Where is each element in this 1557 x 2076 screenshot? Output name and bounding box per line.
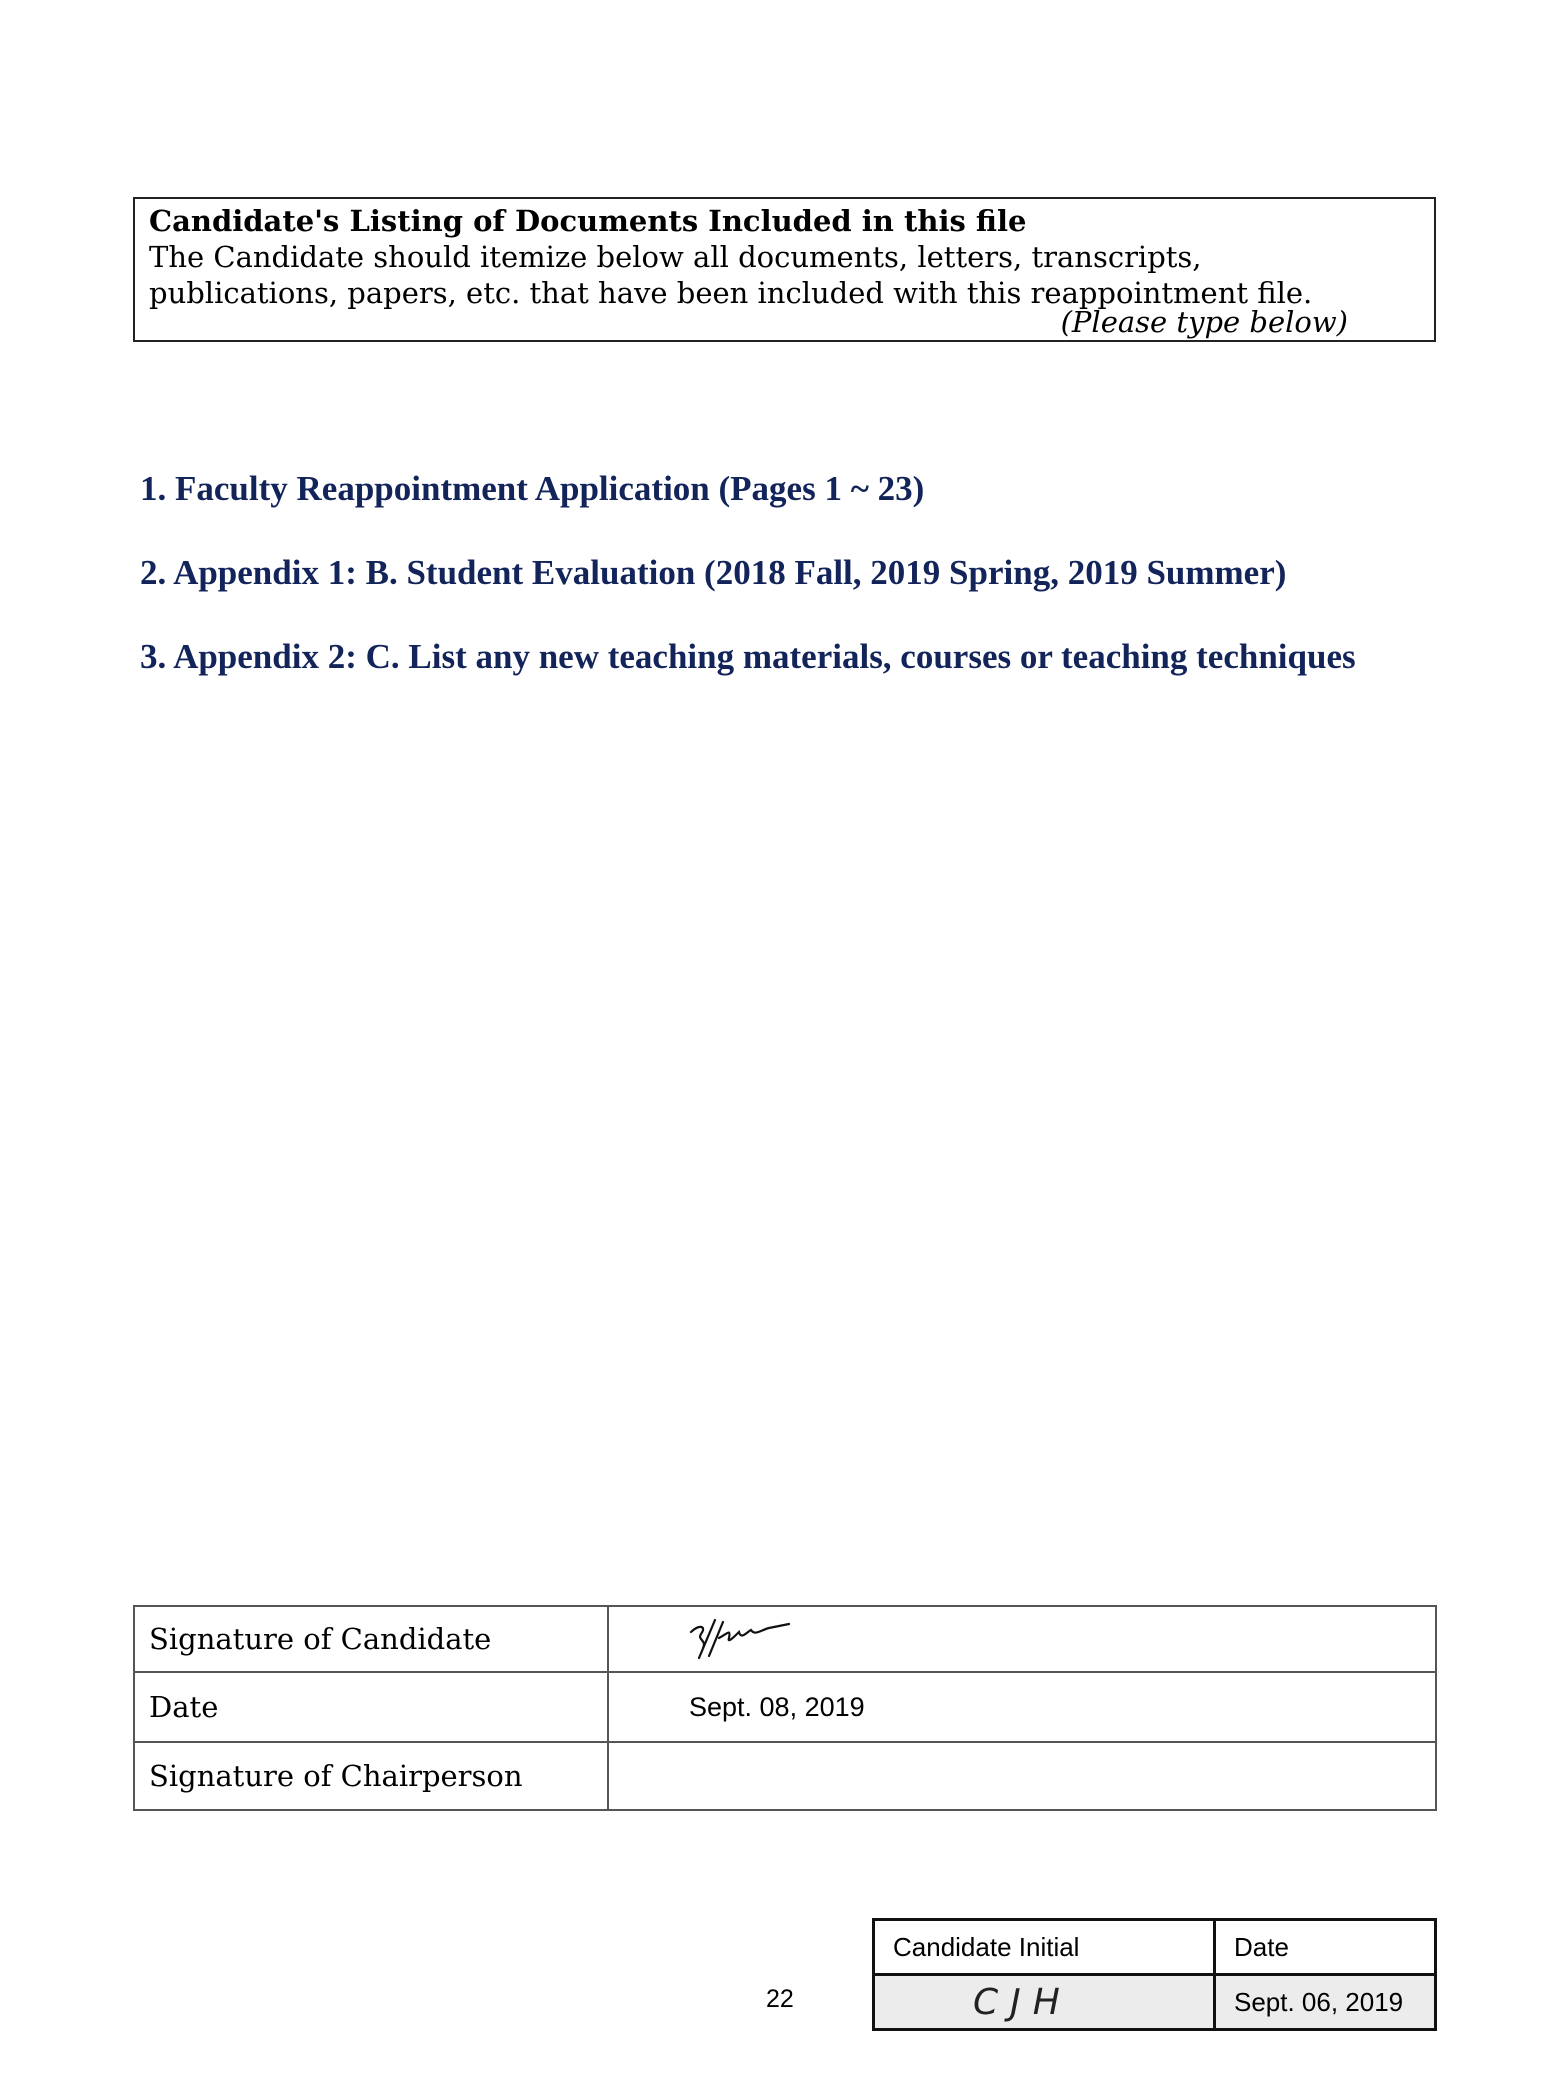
header-description-line-2: publications, papers, etc. that have been included with this reappointment file. <box>149 276 1313 310</box>
signature-of-candidate-label: Signature of Candidate <box>134 1606 608 1672</box>
table-row <box>874 1975 1436 2030</box>
candidate-initial-header: Candidate Initial <box>874 1920 1215 1975</box>
initial-date-header: Date <box>1215 1920 1436 1975</box>
table-row <box>134 1672 1436 1742</box>
page-number: 22 <box>766 1985 794 2013</box>
header-title: Candidate's Listing of Documents Included in this file <box>149 204 1027 238</box>
date-label: Date <box>134 1672 608 1742</box>
signature-table <box>133 1605 1437 1811</box>
handwritten-initials: CJH <box>973 1981 1072 2023</box>
candidate-signature-field[interactable] <box>608 1606 1436 1672</box>
candidate-initial-field[interactable] <box>874 1975 1215 2030</box>
table-row <box>134 1742 1436 1810</box>
table-row <box>134 1606 1436 1672</box>
document-list-item: 1. Faculty Reappointment Application (Pages 1 ~ 23) <box>140 469 925 508</box>
initial-date-value[interactable]: Sept. 06, 2019 <box>1215 1975 1436 2030</box>
chairperson-signature-field[interactable] <box>608 1742 1436 1810</box>
document-listing-header-box <box>133 197 1436 342</box>
header-description-line-1: The Candidate should itemize below all documents, letters, transcripts, <box>149 240 1202 274</box>
document-list-item: 2. Appendix 1: B. Student Evaluation (2018 Fall, 2019 Spring, 2019 Summer) <box>140 553 1287 592</box>
signature-of-chairperson-label: Signature of Chairperson <box>134 1742 608 1810</box>
header-note: (Please type below) <box>1060 305 1348 339</box>
document-list <box>140 462 1440 714</box>
date-value[interactable]: Sept. 08, 2019 <box>608 1672 1436 1742</box>
candidate-initial-table <box>872 1918 1437 2031</box>
handwritten-signature <box>689 1614 819 1664</box>
table-row <box>874 1920 1436 1975</box>
document-list-item: 3. Appendix 2: C. List any new teaching materials, courses or teaching techniques <box>140 637 1356 676</box>
